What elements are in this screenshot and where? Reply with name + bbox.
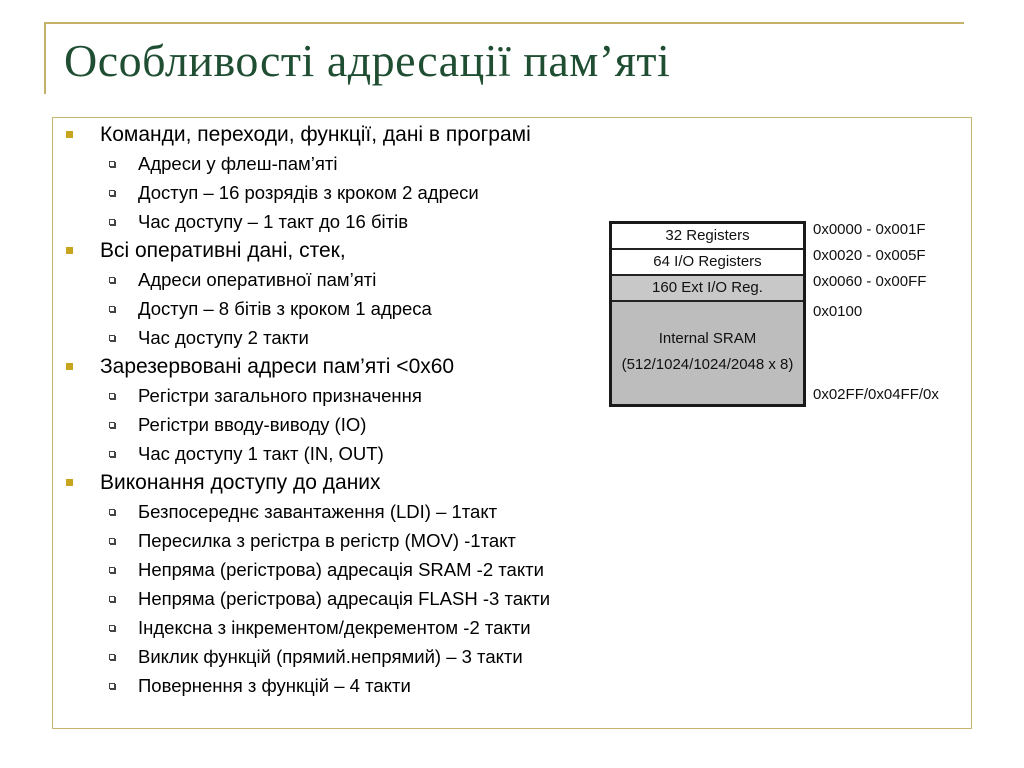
sub-bullet-item — [60, 149, 760, 178]
sub-bullet-label: Час доступу 2 такти — [138, 327, 309, 348]
sub-bullet-item — [60, 555, 760, 584]
bullet-label: Виконання доступу до даних — [100, 471, 381, 494]
memory-block-registers: 32 Registers — [612, 224, 803, 250]
sub-bullet-item — [60, 671, 760, 700]
sub-bullet-item — [60, 178, 760, 207]
hollow-square-bullet-icon — [109, 393, 115, 399]
memory-block-ext-io: 160 Ext I/O Reg. — [612, 276, 803, 302]
hollow-square-bullet-icon — [109, 161, 115, 167]
hollow-square-bullet-icon — [109, 683, 115, 689]
sub-bullet-label: Адреси у флеш-пам’яті — [138, 153, 338, 174]
address-range-label: 0x02FF/0x04FF/0x — [813, 386, 939, 403]
square-bullet-icon — [66, 479, 73, 486]
hollow-square-bullet-icon — [109, 509, 115, 515]
address-range-label: 0x0060 - 0x00FF — [813, 273, 927, 290]
address-range-label: 0x0000 - 0x001F — [813, 221, 926, 238]
sub-bullet-item — [60, 526, 760, 555]
sub-bullet-label: Адреси оперативної пам’яті — [138, 269, 377, 290]
hollow-square-bullet-icon — [109, 654, 115, 660]
sub-bullet-label: Регістри вводу-виводу (IO) — [138, 414, 367, 435]
hollow-square-bullet-icon — [109, 422, 115, 428]
hollow-square-bullet-icon — [109, 277, 115, 283]
slide-title: Особливості адресації пам’яті — [64, 35, 671, 86]
hollow-square-bullet-icon — [109, 538, 115, 544]
frame-line-vertical — [44, 22, 46, 94]
sub-bullet-item — [60, 642, 760, 671]
sram-label: Internal SRAM — [658, 330, 757, 347]
hollow-square-bullet-icon — [109, 596, 115, 602]
sub-bullet-label: Доступ – 8 бітів з кроком 1 адреса — [138, 298, 432, 319]
sub-bullet-label: Повернення з функцій – 4 такти — [138, 675, 411, 696]
memory-block-io-registers: 64 I/O Registers — [612, 250, 803, 276]
sub-bullet-item — [60, 584, 760, 613]
bullet-label: Зарезервовані адреси пам’яті <0x60 — [100, 355, 455, 378]
address-range-label: 0x0020 - 0x005F — [813, 247, 926, 264]
sub-bullet-item — [60, 410, 760, 439]
sub-bullet-item — [60, 613, 760, 642]
memory-map-box — [609, 221, 806, 407]
hollow-square-bullet-icon — [109, 219, 115, 225]
bullet-label: Команди, переходи, функції, дані в програмі — [100, 123, 531, 146]
sub-bullet-label: Індексна з інкрементом/декрементом -2 такти — [138, 617, 531, 638]
sub-bullet-label: Пересилка з регістра в регістр (MOV) -1такт — [138, 530, 516, 551]
sub-bullet-label: Час доступу – 1 такт до 16 бітів — [138, 211, 409, 232]
bullet-item — [60, 120, 760, 149]
hollow-square-bullet-icon — [109, 625, 115, 631]
hollow-square-bullet-icon — [109, 335, 115, 341]
sub-bullet-label: Час доступу 1 такт (IN, OUT) — [138, 443, 384, 464]
sub-bullet-label: Регістри загального призначення — [138, 385, 422, 406]
bullet-list — [60, 120, 760, 700]
frame-line-horizontal — [44, 22, 964, 24]
hollow-square-bullet-icon — [109, 451, 115, 457]
sub-bullet-item — [60, 439, 760, 468]
hollow-square-bullet-icon — [109, 306, 115, 312]
hollow-square-bullet-icon — [109, 190, 115, 196]
memory-map-figure — [609, 221, 945, 407]
square-bullet-icon — [66, 131, 73, 138]
address-range-label: 0x0100 — [813, 303, 863, 320]
sub-bullet-label: Виклик функцій (прямий.непрямий) – 3 такти — [138, 646, 523, 667]
hollow-square-bullet-icon — [109, 567, 115, 573]
sub-bullet-label: Непряма (регістрова) адресація SRAM -2 такти — [138, 559, 544, 580]
sram-size-label: (512/1024/1024/2048 x 8) — [621, 356, 794, 373]
sub-bullet-label: Непряма (регістрова) адресація FLASH -3 такти — [138, 588, 551, 609]
bullet-label: Всі оперативні дані, стек, — [100, 239, 346, 262]
sub-bullet-item — [60, 497, 760, 526]
sub-bullet-label: Безпосереднє завантаження (LDI) – 1такт — [138, 501, 498, 522]
square-bullet-icon — [66, 363, 73, 370]
bullet-item — [60, 468, 760, 497]
square-bullet-icon — [66, 247, 73, 254]
memory-block-sram — [612, 302, 803, 404]
sub-bullet-label: Доступ – 16 розрядів з кроком 2 адреси — [138, 182, 479, 203]
